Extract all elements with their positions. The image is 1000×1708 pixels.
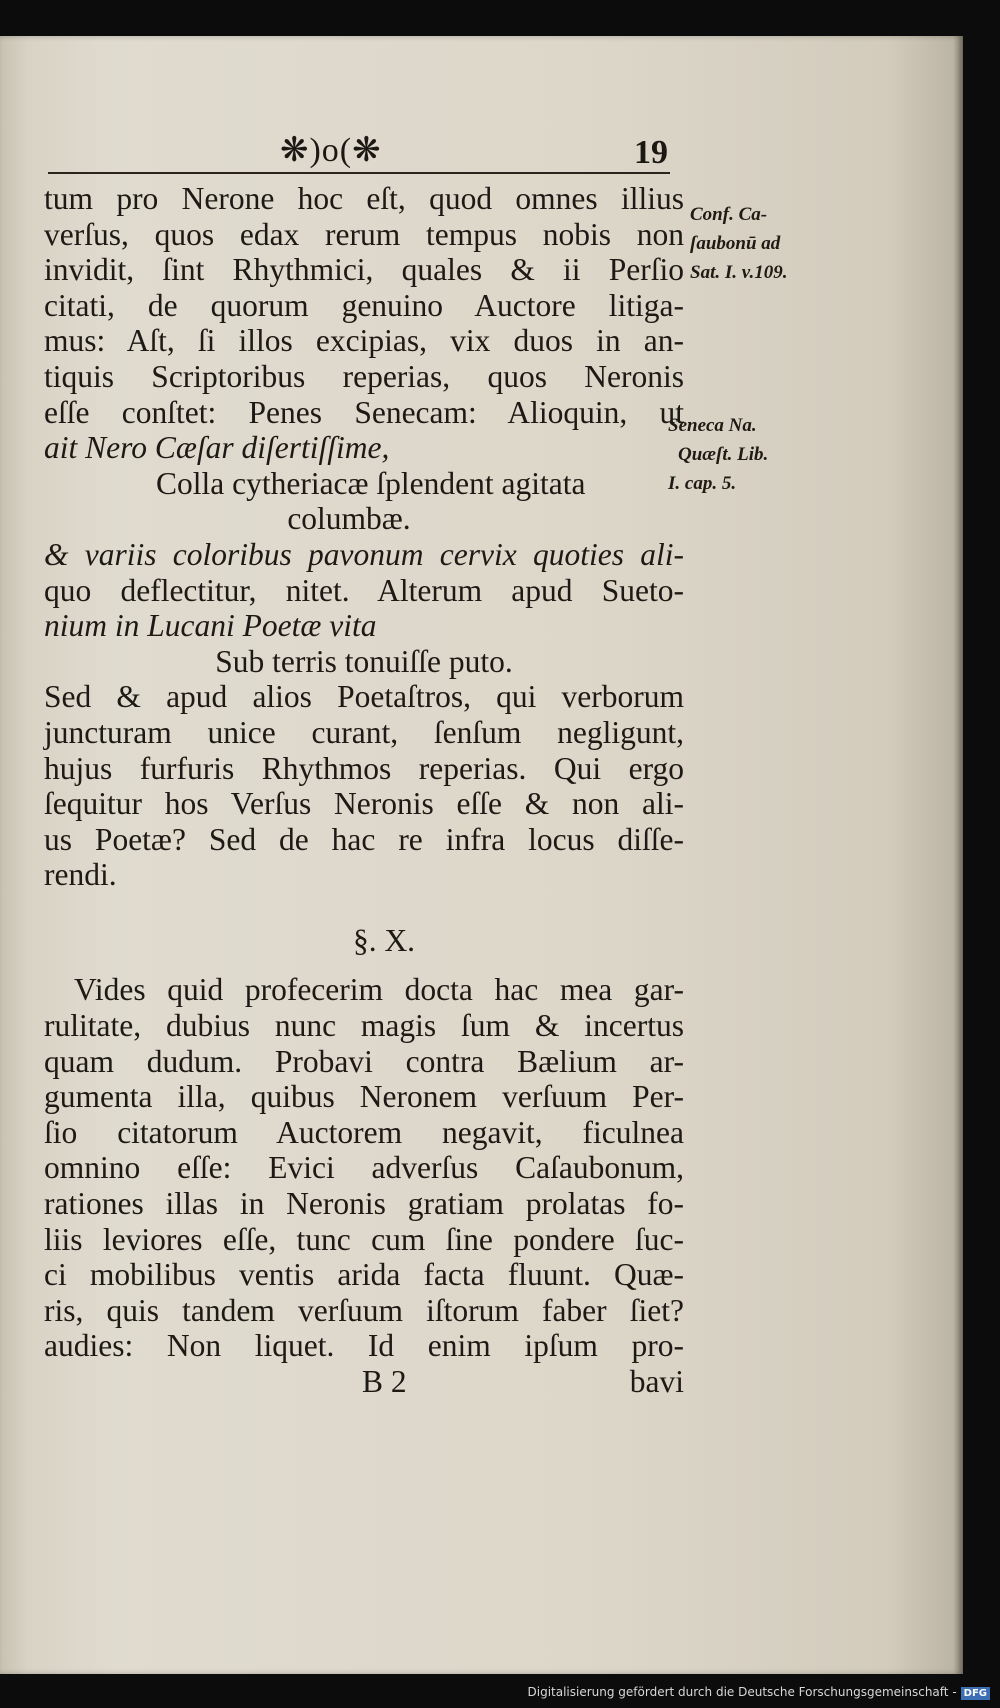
text-line: quo deflectitur, nitet. Alterum apud Sueto- — [44, 572, 684, 608]
text-line: mus: Aſt, ſi illos excipias, vix duos in an- — [44, 323, 684, 359]
page-number: 19 — [634, 134, 668, 171]
text-line: rulitate, dubius nunc magis ſum & incertus — [44, 1008, 684, 1044]
page-footer — [44, 1364, 684, 1400]
text-line: audies: Non liquet. Id enim ipſum pro- — [44, 1328, 684, 1364]
text-line: ſio citatorum Auctorem negavit, ficulnea — [44, 1114, 684, 1150]
text-line: omnino eſſe: Evici adverſus Caſaubonum, — [44, 1150, 684, 1186]
text-line: hujus furfuris Rhythmos reperias. Qui ergo — [44, 750, 684, 786]
header-rule — [48, 172, 670, 174]
text-line: ris, quis tandem verſuum iſtorum faber ſiet? — [44, 1292, 684, 1328]
margin-note-line: ſaubonū ad — [690, 233, 781, 254]
text-line: ait Nero Cæſar diſertiſſime, — [44, 430, 390, 466]
section-heading: §. X. — [352, 922, 416, 958]
text-line: quam dudum. Probavi contra Bælium ar- — [44, 1043, 684, 1079]
margin-note-line: Quæſt. Lib. — [678, 444, 769, 465]
margin-note — [690, 200, 805, 287]
text-line: ci mobilibus ventis arida facta fluunt. Quæ- — [44, 1257, 684, 1293]
margin-note-line: Seneca Na. — [668, 415, 757, 436]
text-line: citati, de quorum genuino Auctore litiga- — [44, 287, 684, 323]
text-line: liis leviores eſſe, tunc cum ſine pondere ſuc- — [44, 1221, 684, 1257]
text-line: tiquis Scriptoribus reperias, quos Neronis — [44, 358, 684, 394]
margin-note-line: I. cap. 5. — [668, 473, 737, 494]
text-line: us Poetæ? Sed de hac re infra locus diſſe- — [44, 821, 684, 857]
margin-note-line: Sat. I. v.109. — [690, 262, 788, 283]
text-line: gumenta illa, quibus Neronem verſuum Per- — [44, 1079, 684, 1115]
text-line: ſequitur hos Verſus Neronis eſſe & non ali- — [44, 786, 684, 822]
text-line: nium in Lucani Poetæ vita — [44, 608, 377, 644]
main-text — [44, 181, 684, 1400]
text-line: juncturam unice curant, ſenſum negligunt, — [44, 714, 684, 750]
margin-note — [668, 411, 808, 498]
verse-line: columbæ. — [287, 501, 411, 537]
dfg-logo: DFG — [961, 1687, 990, 1700]
credit-text: Digitalisierung gefördert durch die Deutsche Forschungsgemeinschaft - — [527, 1685, 957, 1699]
running-header — [48, 130, 668, 170]
book-page — [0, 36, 963, 1674]
digitization-credit — [528, 1685, 991, 1700]
text-line: rationes illas in Neronis gratiam prolatas fo- — [44, 1186, 684, 1222]
header-ornament: ❋)o(❋ — [280, 132, 382, 169]
text-line: verſus, quos edax rerum tempus nobis non — [44, 216, 684, 252]
margin-note-line: Conf. Ca- — [690, 204, 768, 225]
catchword: bavi — [629, 1364, 684, 1399]
verse-line: Colla cytheriacæ ſplendent agitata — [156, 465, 586, 501]
text-line: invidit, ſint Rhythmici, quales & ii Perſio — [44, 252, 684, 288]
signature-mark: B 2 — [362, 1364, 407, 1399]
text-line: Sed & apud alios Poetaſtros, qui verborum — [44, 679, 684, 715]
text-line: eſſe conſtet: Penes Senecam: Alioquin, ut — [44, 394, 684, 430]
text-line: tum pro Nerone hoc eſt, quod omnes illius — [44, 181, 684, 216]
text-line: Vides quid profecerim docta hac mea gar- — [74, 972, 684, 1008]
text-line: rendi. — [44, 857, 117, 893]
text-line: & variis coloribus pavonum cervix quoties ali- — [44, 536, 684, 572]
verse-line: Sub terris tonuiſſe puto. — [215, 643, 513, 679]
